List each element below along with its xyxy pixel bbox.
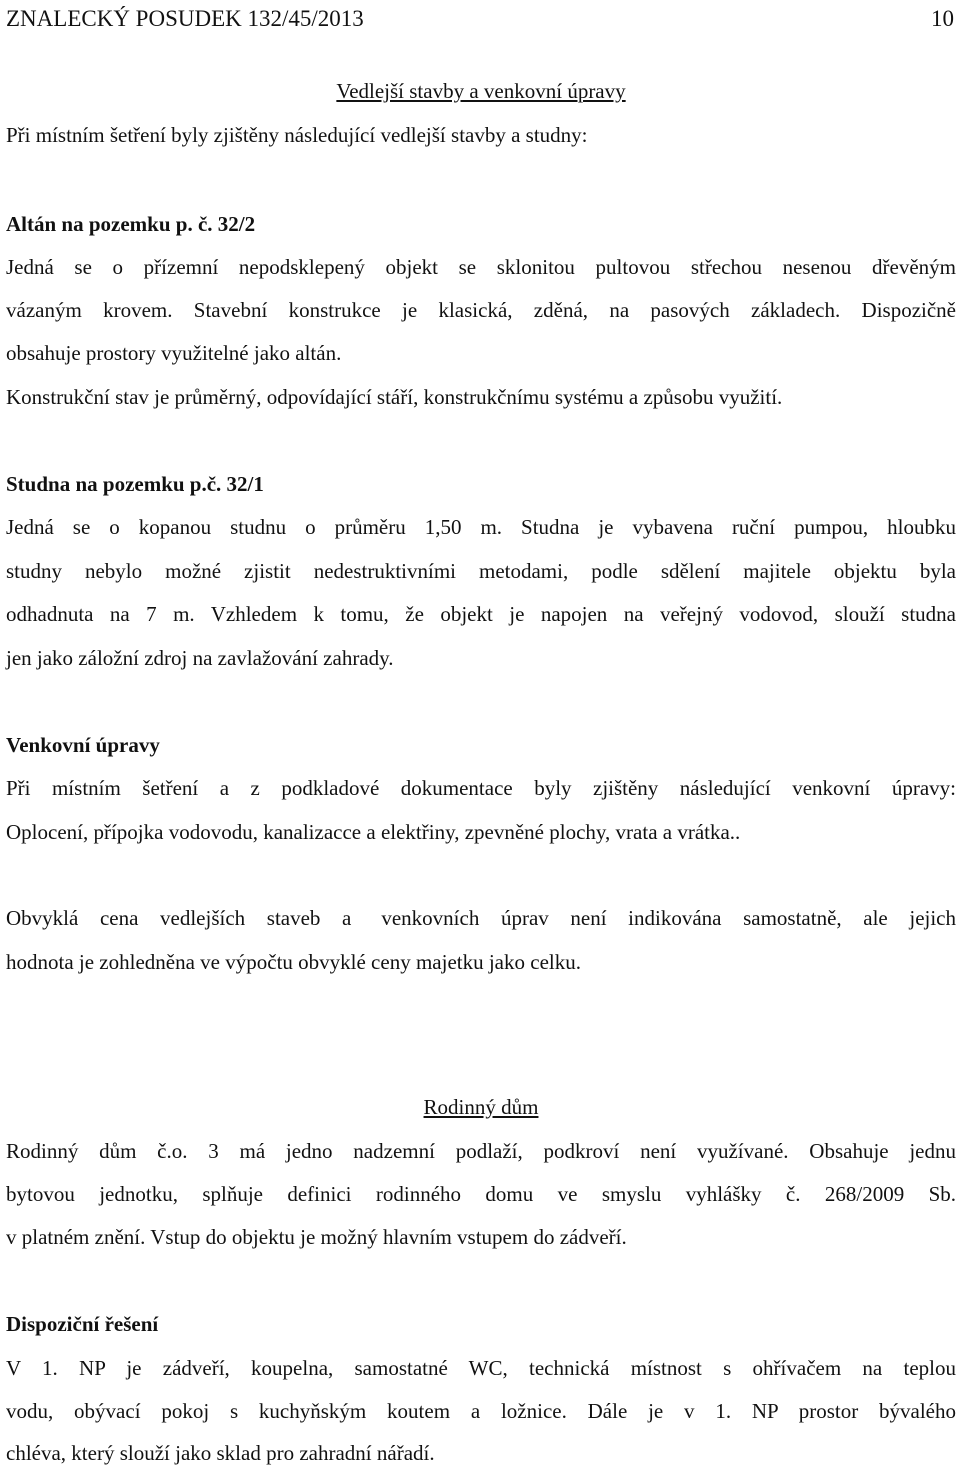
gazebo-heading: Altán na pozemku p. č. 32/2 xyxy=(6,212,256,236)
outdoor-text-line: Při místním šetření a z podkladové dokumentace byly zjištěny následující venkovní úpravy: xyxy=(6,776,956,800)
well-text-line: Jedná se o kopanou studnu o průměru 1,50 m. Studna je vybavena ruční pumpou, hloubku xyxy=(6,515,956,539)
page-header xyxy=(6,2,956,36)
outdoor-heading: Venkovní úpravy xyxy=(6,733,160,757)
gazebo-text-line: vázaným krovem. Stavební konstrukce je klasická, zděná, na pasových základech. Dispozičně xyxy=(6,298,956,322)
value-note-line: hodnota je zohledněna ve výpočtu obvyklé ceny majetku jako celku. xyxy=(6,950,581,974)
outdoor-text-line: Oplocení, přípojka vodovodu, kanalizacce a elektřiny, zpevněné plochy, vrata a vrátka.. xyxy=(6,820,741,844)
layout-text-line: vodu, obývací pokoj s kuchyňským koutem a ložnice. Dále je v 1. NP prostor bývalého xyxy=(6,1399,956,1423)
section-heading-outbuildings: Vedlejší stavby a venkovní úpravy xyxy=(336,79,626,103)
value-note-part: venkovních úprav není indikována samostatně, ale jejich xyxy=(381,906,956,930)
house-heading: Rodinný dům xyxy=(423,1095,539,1119)
layout-text-line: chléva, který slouží jako sklad pro zahradní nářadí. xyxy=(6,1441,435,1465)
gazebo-text-line: Konstrukční stav je průměrný, odpovídající stáří, konstrukčnímu systému a způsobu využití. xyxy=(6,385,783,409)
value-note-line xyxy=(6,903,956,933)
gazebo-text-line: obsahuje prostory využitelné jako altán. xyxy=(6,341,342,365)
house-text-line: bytovou jednotku, splňuje definici rodinného domu ve smyslu vyhlášky č. 268/2009 Sb. xyxy=(6,1182,956,1206)
value-note-part: Obvyklá cena vedlejších staveb a xyxy=(6,906,352,930)
well-text-line: studny nebylo možné zjistit nedestruktivními metodami, podle sdělení majitele objektu byla xyxy=(6,559,956,583)
house-text-line: v platném znění. Vstup do objektu je možný hlavním vstupem do zádveří. xyxy=(6,1225,627,1249)
house-text-line: Rodinný dům č.o. 3 má jedno nadzemní podlaží, podkroví není využívané. Obsahuje jednu xyxy=(6,1139,956,1163)
page-number: 10 xyxy=(931,6,954,31)
layout-heading: Dispoziční řešení xyxy=(6,1312,159,1336)
layout-text-line: V 1. NP je zádveří, koupelna, samostatné WC, technická místnost s ohřívačem na teplou xyxy=(6,1356,956,1380)
outbuildings-intro: Při místním šetření byly zjištěny následující vedlejší stavby a studny: xyxy=(6,123,588,147)
well-text-line: odhadnuta na 7 m. Vzhledem k tomu, že objekt je napojen na veřejný vodovod, slouží studna xyxy=(6,602,956,626)
gazebo-text-line: Jedná se o přízemní nepodsklepený objekt se sklonitou pultovou střechou nesenou dřevěným xyxy=(6,255,956,279)
well-heading: Studna na pozemku p.č. 32/1 xyxy=(6,472,264,496)
document-title: ZNALECKÝ POSUDEK 132/45/2013 xyxy=(6,6,364,31)
well-text-line: jen jako záložní zdroj na zavlažování zahrady. xyxy=(6,646,394,670)
